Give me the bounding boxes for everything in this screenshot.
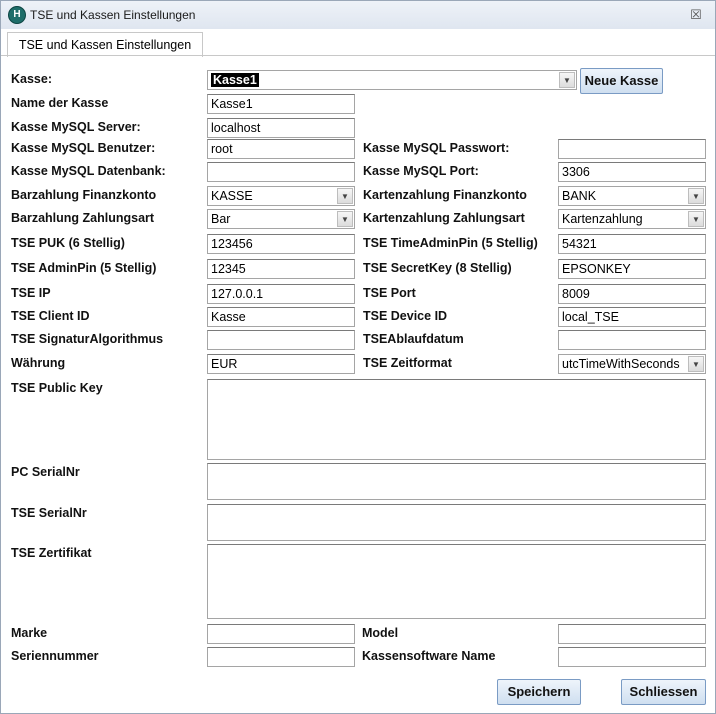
zeitformat-label: TSE Zeitformat xyxy=(363,356,452,370)
software-name-input[interactable] xyxy=(558,647,706,667)
bar-konto-value: KASSE xyxy=(211,189,253,203)
software-name-label: Kassensoftware Name xyxy=(362,649,496,663)
puk-input[interactable]: 123456 xyxy=(207,234,355,254)
name-input[interactable]: Kasse1 xyxy=(207,94,355,114)
karte-art-value: Kartenzahlung xyxy=(562,212,643,226)
zeitformat-value: utcTimeWithSeconds xyxy=(562,357,680,371)
mysql-port-label: Kasse MySQL Port: xyxy=(363,164,479,178)
ablauf-label: TSEAblaufdatum xyxy=(363,332,464,346)
chevron-down-icon[interactable]: ▼ xyxy=(688,188,704,204)
kasse-label: Kasse: xyxy=(11,72,52,86)
bar-konto-select[interactable] xyxy=(207,186,355,206)
ip-input[interactable]: 127.0.0.1 xyxy=(207,284,355,304)
karte-konto-select[interactable] xyxy=(558,186,706,206)
client-id-label: TSE Client ID xyxy=(11,309,90,323)
close-button[interactable]: Schliessen xyxy=(621,679,706,705)
time-admin-pin-label: TSE TimeAdminPin (5 Stellig) xyxy=(363,236,538,250)
mysql-db-input[interactable] xyxy=(207,162,355,182)
public-key-label: TSE Public Key xyxy=(11,381,103,395)
window-title: TSE und Kassen Einstellungen xyxy=(30,8,196,22)
seriennummer-label: Seriennummer xyxy=(11,649,99,663)
port-input[interactable]: 8009 xyxy=(558,284,706,304)
karte-konto-label: Kartenzahlung Finanzkonto xyxy=(363,188,527,202)
secret-key-input[interactable]: EPSONKEY xyxy=(558,259,706,279)
bar-art-value: Bar xyxy=(211,212,231,226)
zertifikat-label: TSE Zertifikat xyxy=(11,546,92,560)
chevron-down-icon[interactable]: ▼ xyxy=(688,356,704,372)
mysql-user-input[interactable]: root xyxy=(207,139,355,159)
bar-art-select[interactable] xyxy=(207,209,355,229)
new-kasse-button[interactable]: Neue Kasse xyxy=(580,68,663,94)
pc-serial-label: PC SerialNr xyxy=(11,465,80,479)
bar-konto-label: Barzahlung Finanzkonto xyxy=(11,188,157,202)
waehrung-input[interactable]: EUR xyxy=(207,354,355,374)
karte-art-label: Kartenzahlung Zahlungsart xyxy=(363,211,525,225)
chevron-down-icon[interactable]: ▼ xyxy=(559,72,575,88)
ablauf-input[interactable] xyxy=(558,330,706,350)
puk-label: TSE PUK (6 Stellig) xyxy=(11,236,125,250)
device-id-input[interactable]: local_TSE xyxy=(558,307,706,327)
client-id-input[interactable]: Kasse xyxy=(207,307,355,327)
waehrung-label: Währung xyxy=(11,356,66,370)
chevron-down-icon[interactable]: ▼ xyxy=(337,211,353,227)
mysql-user-label: Kasse MySQL Benutzer: xyxy=(11,141,156,155)
model-label: Model xyxy=(362,626,399,640)
mysql-server-label: Kasse MySQL Server: xyxy=(11,120,141,134)
app-logo-icon: H xyxy=(8,6,26,24)
seriennummer-input[interactable] xyxy=(207,647,355,667)
tse-serial-textarea[interactable] xyxy=(207,504,706,541)
save-button[interactable]: Speichern xyxy=(497,679,581,705)
signatur-input[interactable] xyxy=(207,330,355,350)
ip-label: TSE IP xyxy=(11,286,51,300)
karte-konto-value: BANK xyxy=(562,189,597,203)
bar-art-label: Barzahlung Zahlungsart xyxy=(11,211,155,225)
karte-art-select[interactable] xyxy=(558,209,706,229)
mysql-password-label: Kasse MySQL Passwort: xyxy=(363,141,510,155)
marke-input[interactable] xyxy=(207,624,355,644)
mysql-server-input[interactable]: localhost xyxy=(207,118,355,138)
time-admin-pin-input[interactable]: 54321 xyxy=(558,234,706,254)
signatur-label: TSE SignaturAlgorithmus xyxy=(11,332,164,346)
pc-serial-textarea[interactable] xyxy=(207,463,706,500)
mysql-db-label: Kasse MySQL Datenbank: xyxy=(11,164,166,178)
mysql-password-input[interactable] xyxy=(558,139,706,159)
port-label: TSE Port xyxy=(363,286,416,300)
public-key-textarea[interactable] xyxy=(207,379,706,460)
device-id-label: TSE Device ID xyxy=(363,309,448,323)
tab-divider xyxy=(1,55,715,56)
kasse-select[interactable] xyxy=(207,70,577,90)
admin-pin-label: TSE AdminPin (5 Stellig) xyxy=(11,261,157,275)
chevron-down-icon[interactable]: ▼ xyxy=(337,188,353,204)
tse-serial-label: TSE SerialNr xyxy=(11,506,87,520)
tab-strip xyxy=(1,29,715,55)
close-icon[interactable]: ☒ xyxy=(690,7,702,22)
zeitformat-select[interactable] xyxy=(558,354,706,374)
kasse-select-value: Kasse1 xyxy=(213,73,257,87)
chevron-down-icon[interactable]: ▼ xyxy=(688,211,704,227)
zertifikat-textarea[interactable] xyxy=(207,544,706,619)
name-label: Name der Kasse xyxy=(11,96,109,110)
mysql-port-input[interactable]: 3306 xyxy=(558,162,706,182)
secret-key-label: TSE SecretKey (8 Stellig) xyxy=(363,261,512,275)
marke-label: Marke xyxy=(11,626,48,640)
admin-pin-input[interactable]: 12345 xyxy=(207,259,355,279)
title-bar xyxy=(1,1,715,29)
tab-tse-settings[interactable]: TSE und Kassen Einstellungen xyxy=(7,32,203,57)
model-input[interactable] xyxy=(558,624,706,644)
